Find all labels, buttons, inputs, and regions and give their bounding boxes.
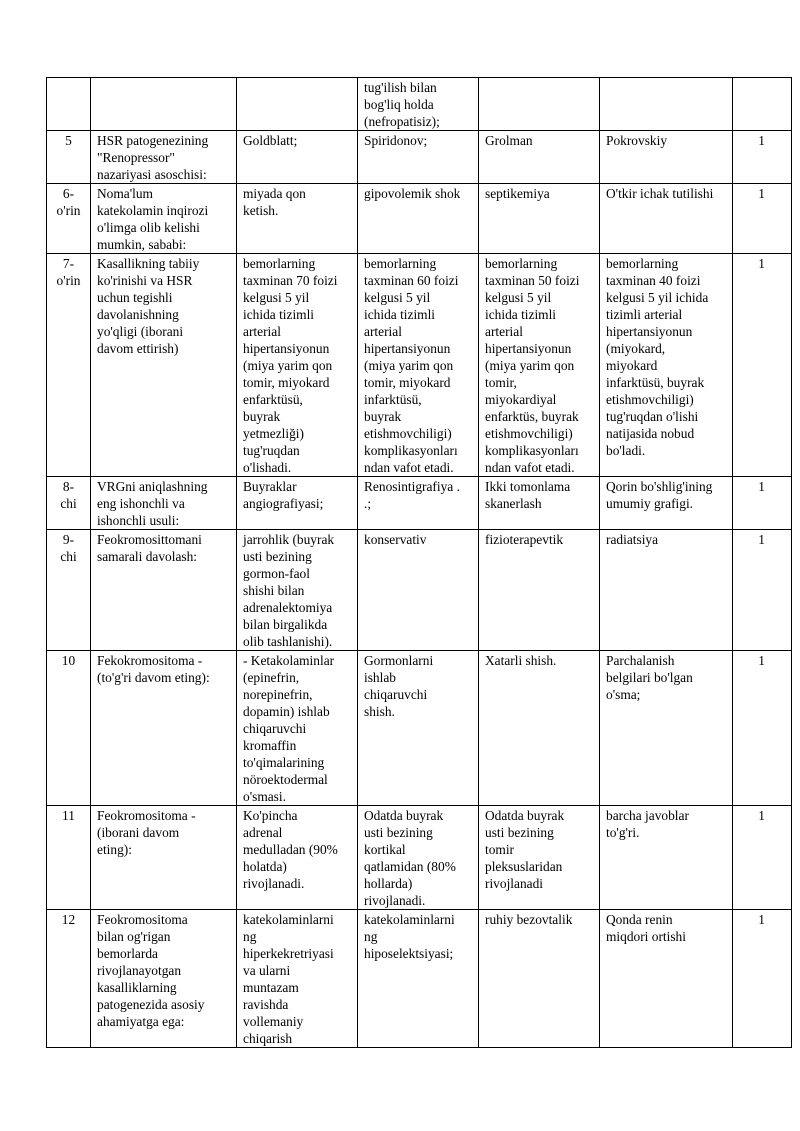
answer-a: miyada qon ketish.	[243, 186, 306, 218]
question-cell	[91, 651, 237, 806]
question-number: 7- o'rin	[56, 256, 81, 288]
answer-d-cell	[600, 910, 733, 1048]
answer-b: Spiridonov;	[364, 133, 428, 148]
table-row	[47, 254, 792, 477]
answer-b: tug'ilish bilan bog'liq holda (nefropatisiz);	[364, 80, 440, 129]
answer-b-cell	[358, 477, 479, 530]
answer-c-cell	[479, 184, 600, 254]
answer-d-cell	[600, 184, 733, 254]
answer-c-cell	[479, 254, 600, 477]
answer-d: Qorin bo'shlig'ining umumiy grafigi.	[606, 479, 713, 511]
score-cell	[733, 651, 792, 806]
answer-d-cell	[600, 806, 733, 910]
score: 1	[758, 256, 765, 271]
answer-a-cell	[237, 131, 358, 184]
answer-a-cell	[237, 78, 358, 131]
table-row	[47, 806, 792, 910]
answer-d-cell	[600, 477, 733, 530]
answer-b-cell	[358, 131, 479, 184]
question-text: Fekokromositoma - (to'g'ri davom eting):	[97, 653, 210, 685]
answer-c-cell	[479, 477, 600, 530]
answer-b-cell	[358, 651, 479, 806]
answer-d-cell	[600, 78, 733, 131]
answer-d: Qonda renin miqdori ortishi	[606, 912, 686, 944]
score-cell	[733, 477, 792, 530]
answer-d-cell	[600, 530, 733, 651]
question-cell	[91, 184, 237, 254]
question-number: 6- o'rin	[56, 186, 81, 218]
answer-c: Ikki tomonlama skanerlash	[485, 479, 571, 511]
table-row	[47, 910, 792, 1048]
answer-b-cell	[358, 78, 479, 131]
answer-c-cell	[479, 910, 600, 1048]
table-row	[47, 131, 792, 184]
question-number: 5	[65, 133, 72, 148]
answer-b-cell	[358, 184, 479, 254]
question-cell	[91, 910, 237, 1048]
answer-c-cell	[479, 806, 600, 910]
answer-a-cell	[237, 254, 358, 477]
question-number-cell	[47, 254, 91, 477]
answer-c: Odatda buyrak usti bezining tomir pleksuslaridan rivojlanadi	[485, 808, 565, 891]
score: 1	[758, 653, 765, 668]
question-text: Feokromositoma bilan og'rigan bemorlarda rivojlanayotgan kasalliklarning patogenezida asosiy ahamiyatga ega:	[97, 912, 205, 1029]
answer-d-cell	[600, 651, 733, 806]
answer-a: - Ketakolaminlar (epinefrin, norepinefrin, dopamin) ishlab chiqaruvchi kromaffin to'qimalarining nöroektodermal o'smasi.	[243, 653, 335, 804]
score: 1	[758, 133, 765, 148]
question-text: VRGni aniqlashning eng ishonchli va ishonchli usuli:	[97, 479, 208, 528]
answer-a: bemorlarning taxminan 70 foizi kelgusi 5 yil ichida tizimli arterial hipertansiyonun (miya yarim qon tomir, miyokard enfarktüsü, buyrak yetmezliği) tug'ruqdan o'lishadi.	[243, 256, 338, 475]
question-number-cell	[47, 78, 91, 131]
table-row	[47, 530, 792, 651]
answer-d: barcha javoblar to'g'ri.	[606, 808, 689, 840]
answer-d: O'tkir ichak tutilishi	[606, 186, 714, 201]
answer-c: ruhiy bezovtalik	[485, 912, 573, 927]
score-cell	[733, 131, 792, 184]
table-body	[47, 78, 792, 1048]
answer-a-cell	[237, 184, 358, 254]
answer-c-cell	[479, 78, 600, 131]
score-cell	[733, 910, 792, 1048]
question-number-cell	[47, 530, 91, 651]
answer-b: Gormonlarni ishlab chiqaruvchi shish.	[364, 653, 434, 719]
answer-b: gipovolemik shok	[364, 186, 461, 201]
answer-d-cell	[600, 254, 733, 477]
score: 1	[758, 912, 765, 927]
answer-d: Parchalanish belgilari bo'lgan o'sma;	[606, 653, 693, 702]
question-text: Feokromosittomani samarali davolash:	[97, 532, 202, 564]
answer-d: bemorlarning taxminan 40 foizi kelgusi 5 yil ichida tizimli arterial hipertansiyonun (miyokard, miyokard infarktüsü, buyrak etishmovchiligi) tug'ruqdan o'lishi natijasida nobud bo'ladi.	[606, 256, 709, 458]
answer-c-cell	[479, 651, 600, 806]
score: 1	[758, 479, 765, 494]
answer-a-cell	[237, 651, 358, 806]
answer-a-cell	[237, 530, 358, 651]
answer-c: Xatarli shish.	[485, 653, 557, 668]
question-number: 11	[62, 808, 75, 823]
answer-c-cell	[479, 530, 600, 651]
answer-c: Grolman	[485, 133, 533, 148]
answer-a: Goldblatt;	[243, 133, 298, 148]
score: 1	[758, 186, 765, 201]
answer-d-cell	[600, 131, 733, 184]
table-row	[47, 78, 792, 131]
question-number: 8- chi	[60, 479, 77, 511]
question-cell	[91, 530, 237, 651]
answer-b: bemorlarning taxminan 60 foizi kelgusi 5 yil ichida tizimli arterial hipertansiyonun (miya yarim qon tomir, miyokard infarktüsü, buyrak etishmovchiligi) komplikasyonları ndan vafot etadi.	[364, 256, 459, 475]
answer-d: Pokrovskiy	[606, 133, 668, 148]
answer-a-cell	[237, 806, 358, 910]
question-text: Kasallikning tabiiy ko'rinishi va HSR uchun tegishli davolanishning yo'qligi (iborani davom ettirish)	[97, 256, 200, 356]
answer-b: Odatda buyrak usti bezining kortikal qatlamidan (80% hollarda) rivojlanadi.	[364, 808, 456, 908]
question-cell	[91, 78, 237, 131]
answer-b-cell	[358, 806, 479, 910]
question-number-cell	[47, 910, 91, 1048]
answer-c-cell	[479, 131, 600, 184]
answer-b-cell	[358, 910, 479, 1048]
answer-a: Ko'pincha adrenal medulladan (90% holatda) rivojlanadi.	[243, 808, 338, 891]
score-cell	[733, 78, 792, 131]
answer-b: katekolaminlarni ng hiposelektsiyasi;	[364, 912, 455, 961]
answer-a-cell	[237, 477, 358, 530]
question-cell	[91, 254, 237, 477]
answer-b: Renosintigrafiya . .;	[364, 479, 460, 511]
table-row	[47, 651, 792, 806]
questions-table	[46, 77, 792, 1048]
table-row	[47, 184, 792, 254]
question-number-cell	[47, 184, 91, 254]
answer-b-cell	[358, 254, 479, 477]
score-cell	[733, 254, 792, 477]
question-text: HSR patogenezining "Renopressor" nazariyasi asoschisi:	[97, 133, 209, 182]
answer-a-cell	[237, 910, 358, 1048]
question-text: Feokromositoma - (iborani davom eting):	[97, 808, 196, 857]
answer-b-cell	[358, 530, 479, 651]
score-cell	[733, 806, 792, 910]
score: 1	[758, 532, 765, 547]
answer-c: bemorlarning taxminan 50 foizi kelgusi 5 yil ichida tizimli arterial hipertansiyonun (miya yarim qon tomir, miyokardiyal enfarktüs, buyrak etishmovchiligi) komplikasyonları ndan vafot etadi.	[485, 256, 580, 475]
question-cell	[91, 806, 237, 910]
question-cell	[91, 131, 237, 184]
answer-a: katekolaminlarni ng hiperkekretriyasi va ularni muntazam ravishda vollemaniy chiqarish	[243, 912, 334, 1046]
answer-a: jarrohlik (buyrak usti bezining gormon-faol shishi bilan adrenalektomiya bilan birgalikda olib tashlanishi).	[243, 532, 335, 649]
score: 1	[758, 808, 765, 823]
answer-c: septikemiya	[485, 186, 550, 201]
question-number: 10	[61, 653, 76, 668]
score-cell	[733, 184, 792, 254]
question-number-cell	[47, 477, 91, 530]
question-number: 12	[61, 912, 76, 927]
answer-b: konservativ	[364, 532, 427, 547]
question-number: 9- chi	[60, 532, 77, 564]
answer-a: Buyraklar angiografiyasi;	[243, 479, 324, 511]
question-number-cell	[47, 651, 91, 806]
score-cell	[733, 530, 792, 651]
answer-d: radiatsiya	[606, 532, 659, 547]
question-text: Noma'lum katekolamin inqirozi o'limga olib kelishi mumkin, sababi:	[97, 186, 209, 252]
question-number-cell	[47, 806, 91, 910]
answer-c: fizioterapevtik	[485, 532, 564, 547]
question-cell	[91, 477, 237, 530]
table-row	[47, 477, 792, 530]
question-number-cell	[47, 131, 91, 184]
